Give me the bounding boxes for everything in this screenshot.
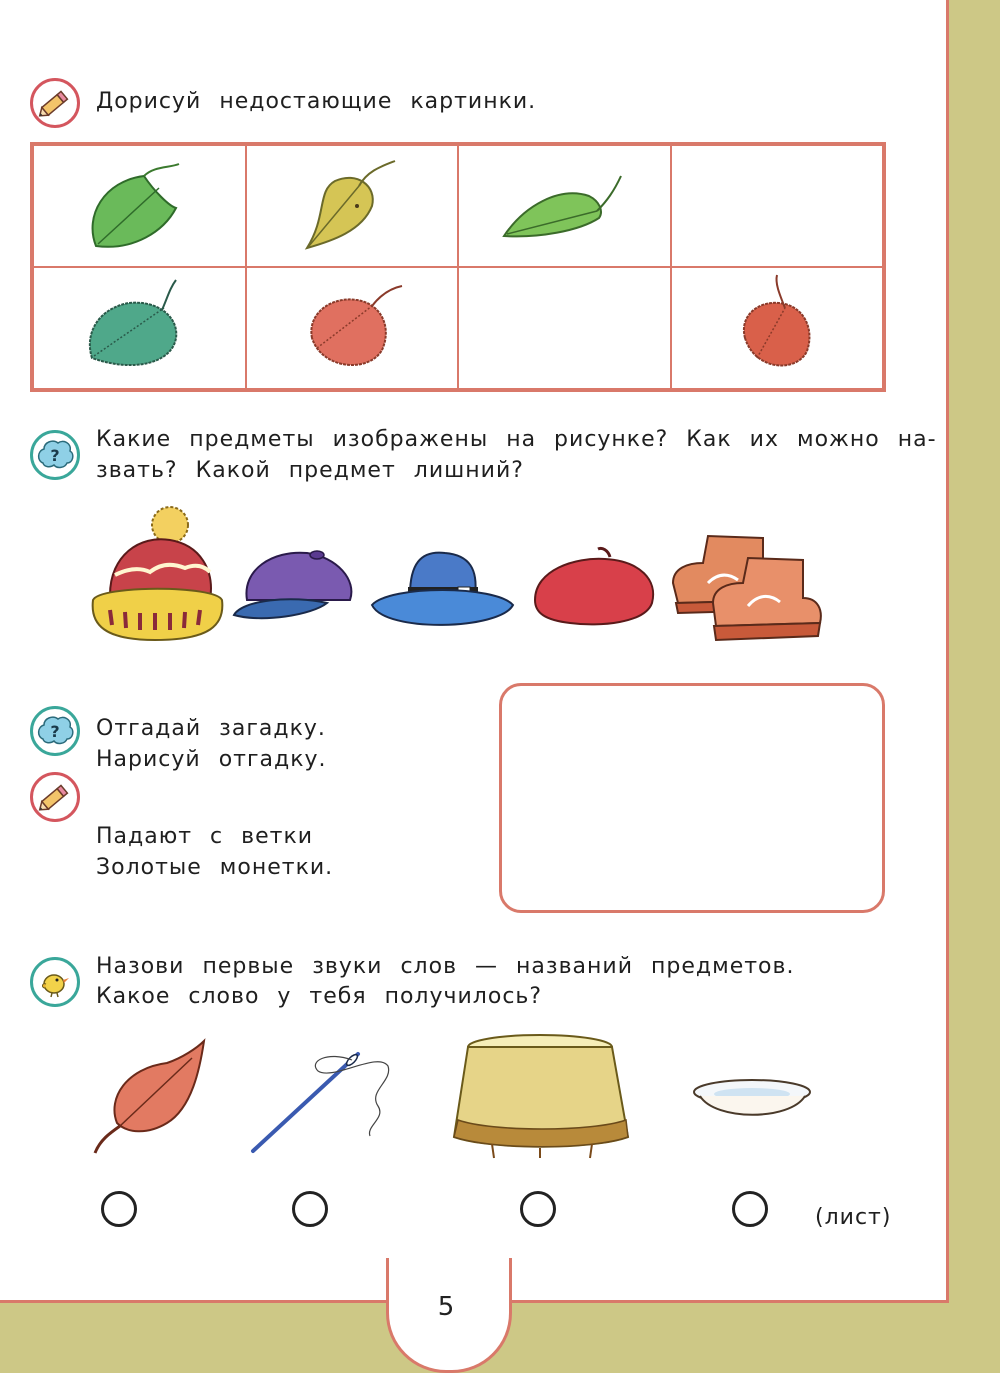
grid-cell [33, 267, 246, 389]
task4-instruction-line1: Назови первые звуки слов — названий предметов. [96, 954, 795, 979]
saucer-icon [690, 1076, 815, 1128]
leaf-pattern-grid [30, 142, 886, 392]
answer-drawing-box[interactable] [499, 683, 885, 913]
task4-instruction-line2: Какое слово у тебя получилось? [96, 984, 543, 1009]
green-leaf-icon [499, 166, 629, 246]
task3-instruction-line2: Нарисуй отгадку. [96, 747, 327, 772]
green-leaf-icon [84, 156, 194, 256]
bird-icon [30, 957, 80, 1007]
needle-icon [248, 1046, 398, 1154]
grid-cell [33, 145, 246, 267]
felt-hat-icon [370, 545, 515, 635]
svg-text:?: ? [50, 446, 60, 465]
task2-instruction-line1: Какие предметы изображены на рисунке? Как их можно на- [96, 427, 937, 452]
riddle-line1: Падают с ветки [96, 824, 314, 849]
riddle-line2: Золотые монетки. [96, 855, 334, 880]
table-icon [452, 1032, 630, 1160]
grid-cell [458, 145, 671, 267]
svg-text:?: ? [50, 722, 60, 741]
pencil-icon [30, 78, 80, 128]
answer-sound-circle-1[interactable] [101, 1191, 137, 1227]
task2-instruction-line2: звать? Какой предмет лишний? [96, 458, 524, 483]
grid-cell [671, 267, 884, 389]
shoes-icon [668, 528, 823, 643]
knit-hat-icon [90, 500, 225, 645]
grid-cell [246, 267, 459, 389]
answer-hint: (лист) [815, 1205, 892, 1230]
pencil-icon [30, 772, 80, 822]
answer-sound-circle-3[interactable] [520, 1191, 556, 1227]
yellow-leaf-icon [297, 156, 407, 256]
page-number: 5 [437, 1292, 455, 1322]
grid-cell-empty[interactable] [458, 267, 671, 389]
red-round-leaf-icon [727, 273, 827, 383]
grid-cell [246, 145, 459, 267]
answer-sound-circle-4[interactable] [732, 1191, 768, 1227]
cap-icon [232, 545, 357, 625]
question-icon [30, 430, 80, 480]
task1-instruction: Дорисуй недостающие картинки. [96, 89, 537, 114]
answer-sound-circle-2[interactable] [292, 1191, 328, 1227]
task3-instruction-line1: Отгадай загадку. [96, 716, 326, 741]
leaf-icon [92, 1038, 207, 1158]
beret-icon [530, 545, 660, 630]
grid-cell-empty[interactable] [671, 145, 884, 267]
red-round-leaf-icon [297, 278, 407, 378]
green-round-leaf-icon [84, 278, 194, 378]
question-icon [30, 706, 80, 756]
